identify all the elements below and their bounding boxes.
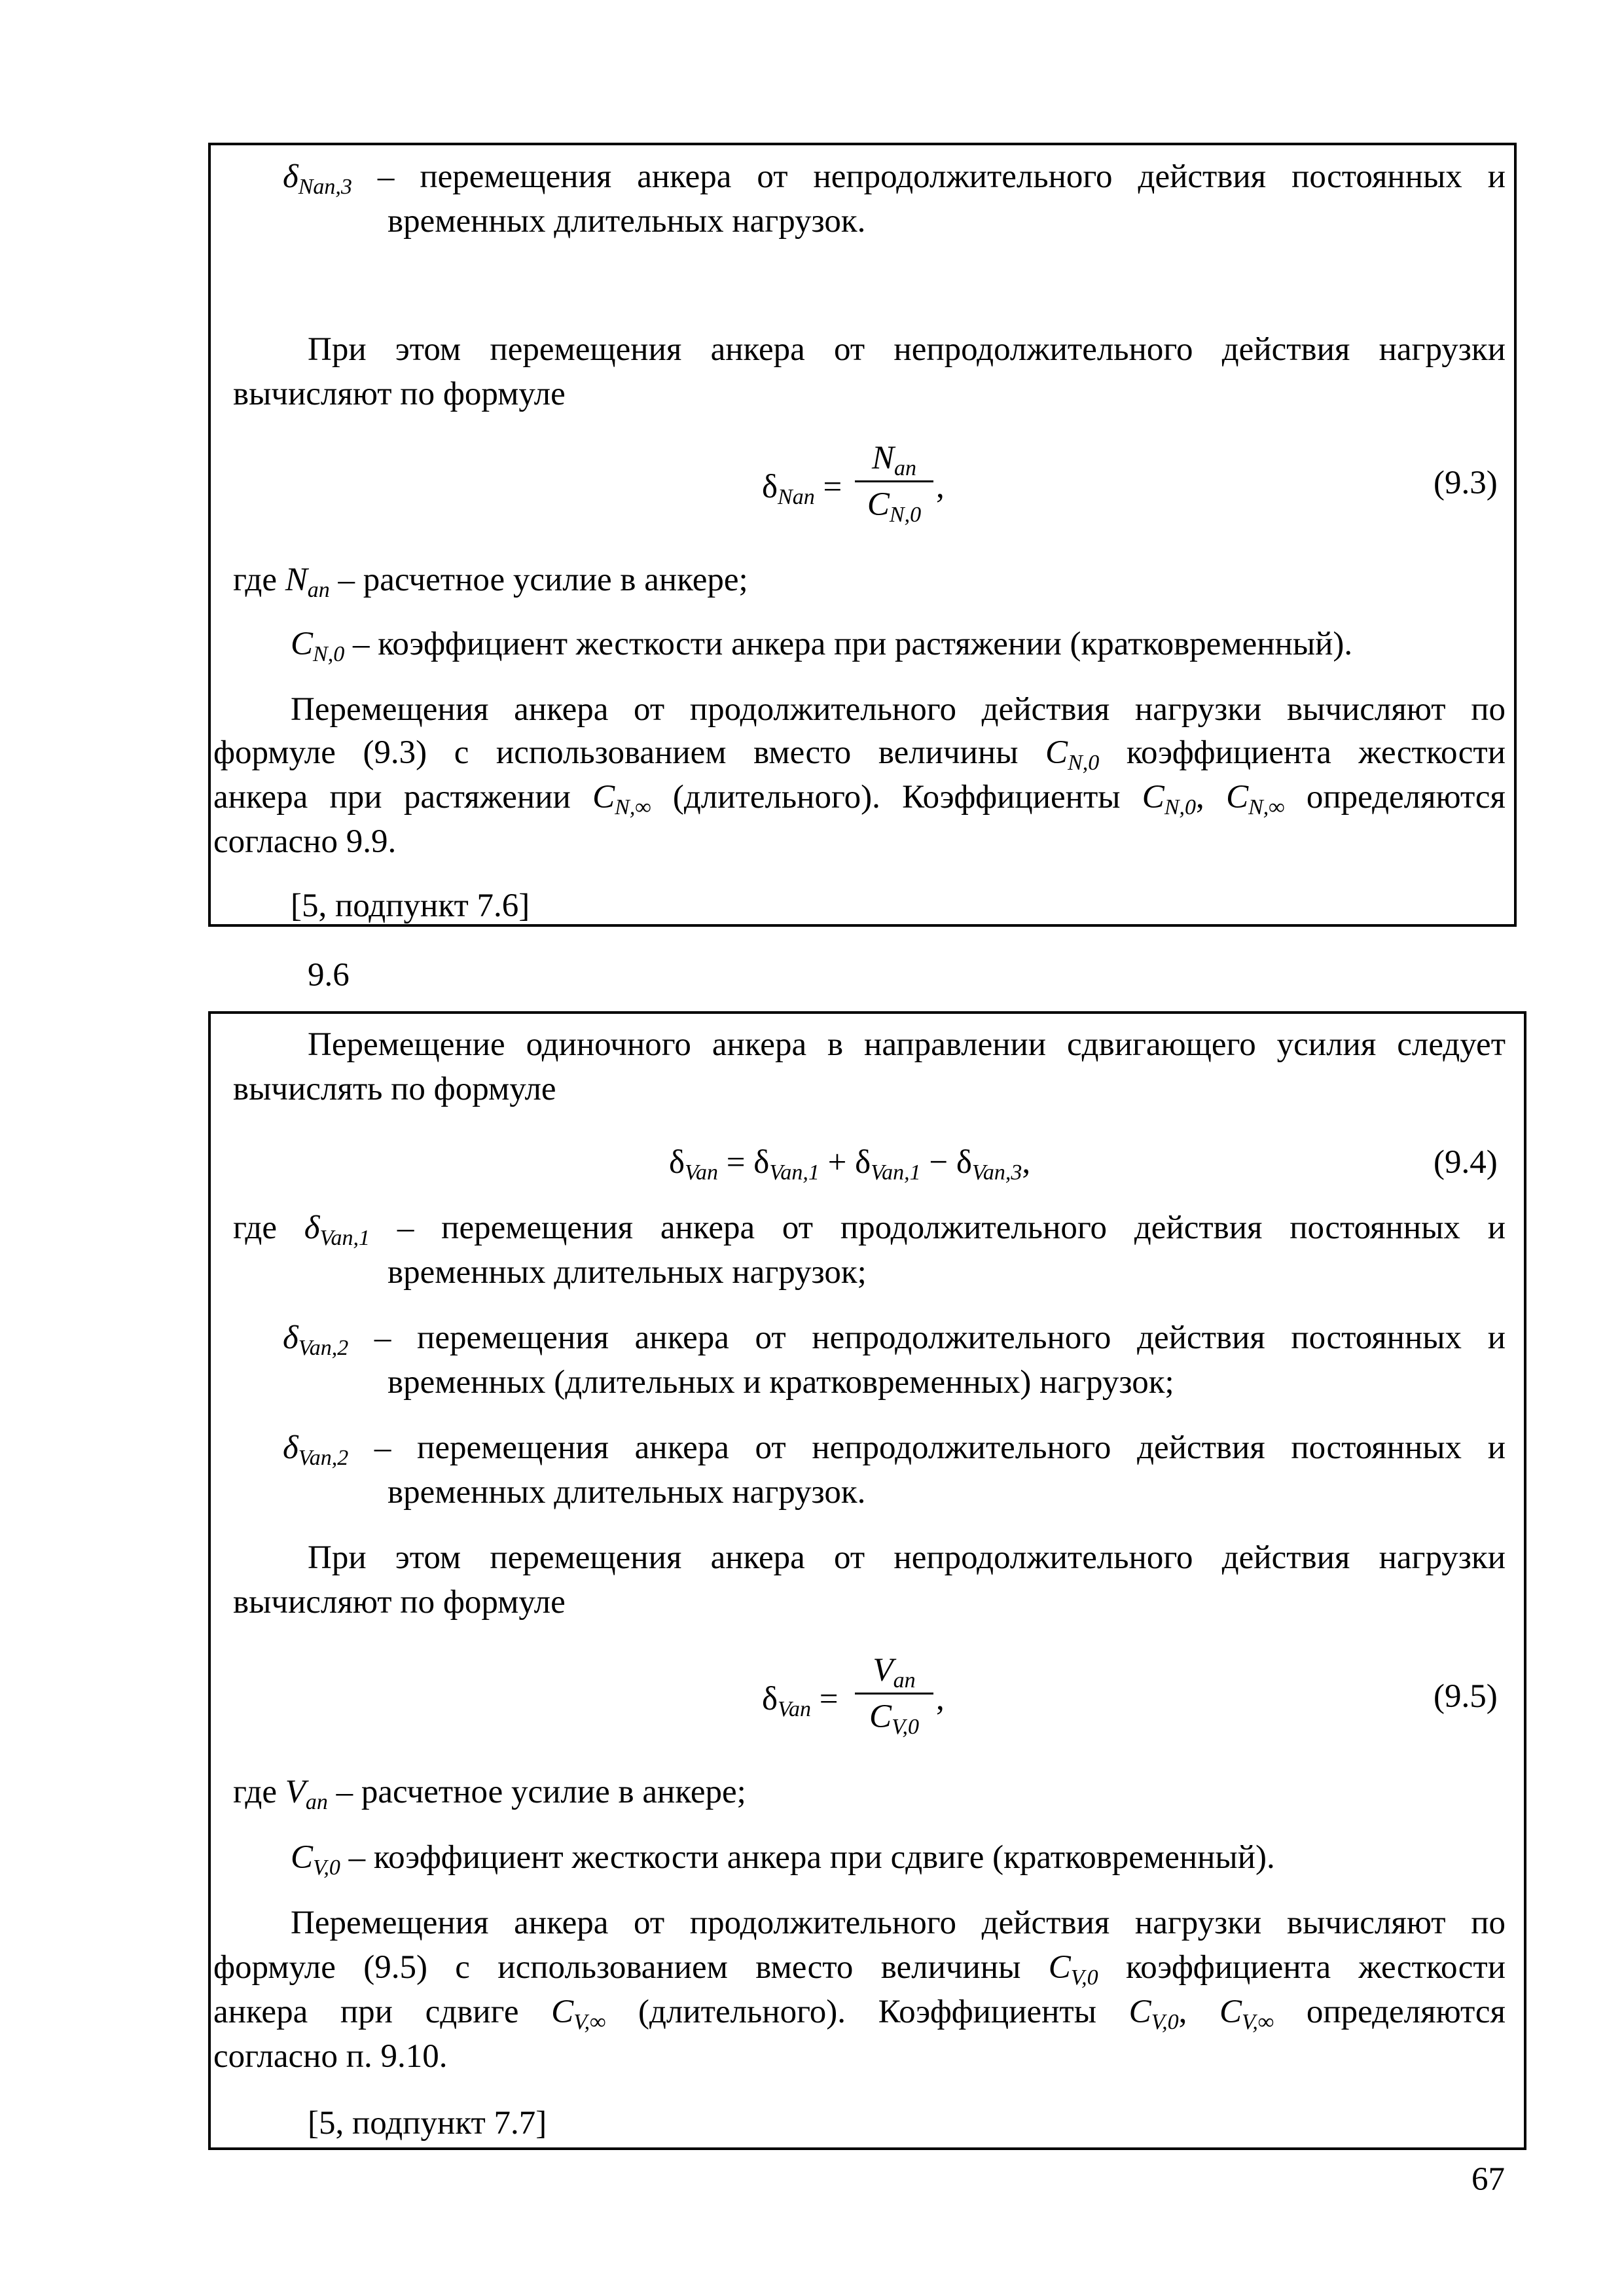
block1-para2-line1: Перемещения анкера от продолжительного действия нагрузки вычисляют по [291,691,1506,728]
block2-item1-line2: временных длительных нагрузок; [388,1254,867,1291]
formula-9-4-number: (9.4) [1434,1144,1498,1181]
block2-item2-line2: временных (длительных и кратковременных) нагрузок; [388,1364,1174,1401]
formula-9-5-number: (9.5) [1434,1678,1498,1715]
section-number: 9.6 [308,957,350,994]
block2-item3-line2: временных длительных нагрузок. [388,1474,866,1511]
formula-9-5-fraction: $V_{an}$ $C_{V,0}$ [855,1649,933,1738]
block1-where-line: где $N_{an}$ – расчетное усилие в анкере; [233,562,748,602]
formula-9-5-comma: , [936,1681,945,1717]
block2-para3-line4: согласно п. 9.10. [213,2038,448,2075]
formula-9-3-lhs: $\delta_{Nan}$ = [762,469,842,509]
formula-9-3-comma: , [936,469,945,505]
block2-reference: [5, подпункт 7.7] [308,2105,547,2142]
block2-para3-line2: формуле (9.5) с использованием вместо величины $C_{V,0}$ коэффициента жесткости [213,1949,1506,1990]
block2-coef-line: $C_{V,0}$ – коэффициент жесткости анкера при сдвиге (кратковременный). [291,1839,1275,1880]
block1-para2-line3: анкера при растяжении $C_{N,\infty}$ (длительного). Коэффициенты $C_{N,0}$, $C_{N,\infty}$ определяются [213,779,1506,819]
block2-para2-line1: При этом перемещения анкера от непродолжительного действия нагрузки [308,1539,1506,1576]
block2-para3-line1: Перемещения анкера от продолжительного действия нагрузки вычисляют по [291,1905,1506,1941]
block2-item3-line1: $\delta_{Van,2}$ – перемещения анкера от непродолжительного действия постоянных и [283,1429,1506,1470]
block1-para2-line2: формуле (9.3) с использованием вместо величины $C_{N,0}$ коэффициента жесткости [213,734,1506,775]
block2-where-line: где $V_{an}$ – расчетное усилие в анкере; [233,1774,746,1814]
block2-para1-line1: Перемещение одиночного анкера в направлении сдвигающего усилия следует [308,1026,1506,1063]
block1-coef-line: $C_{N,0}$ – коэффициент жесткости анкера при растяжении (кратковременный). [291,626,1353,666]
block2-para1-line2: вычислять по формуле [233,1071,556,1107]
formula-9-3-fraction: $N_{an}$ $C_{N,0}$ [855,437,933,526]
page-number: 67 [1471,2161,1505,2198]
block1-reference: [5, подпункт 7.6] [291,888,530,924]
block2-item1-line1: где $\delta_{Van,1}$ – перемещения анкера от продолжительного действия постоянных и [233,1210,1506,1250]
block2-para3-line3: анкера при сдвиге $C_{V,\infty}$ (длительного). Коэффициенты $C_{V,0}$, $C_{V,\infty}$ определяются [213,1994,1506,2034]
block1-item3-line1: $\delta_{Nan,3}$ – перемещения анкера от непродолжительного действия постоянных и [283,158,1506,199]
block1-para1-line1: При этом перемещения анкера от непродолжительного действия нагрузки [308,331,1506,368]
block1-item3-line2: временных длительных нагрузок. [388,203,866,240]
formula-9-5-lhs: $\delta_{Van}$ = [762,1681,839,1721]
formula-9-4: $\delta_{Van} = \delta_{Van,1} + \delta_{Van,1} - \delta_{Van,3}$, [669,1144,1031,1185]
block2-item2-line1: $\delta_{Van,2}$ – перемещения анкера от непродолжительного действия постоянных и [283,1319,1506,1360]
block1-para2-line4: согласно 9.9. [213,823,397,860]
block1-para1-line2: вычисляют по формуле [233,376,566,412]
formula-9-3-number: (9.3) [1434,465,1498,501]
block2-para2-line2: вычисляют по формуле [233,1584,566,1621]
